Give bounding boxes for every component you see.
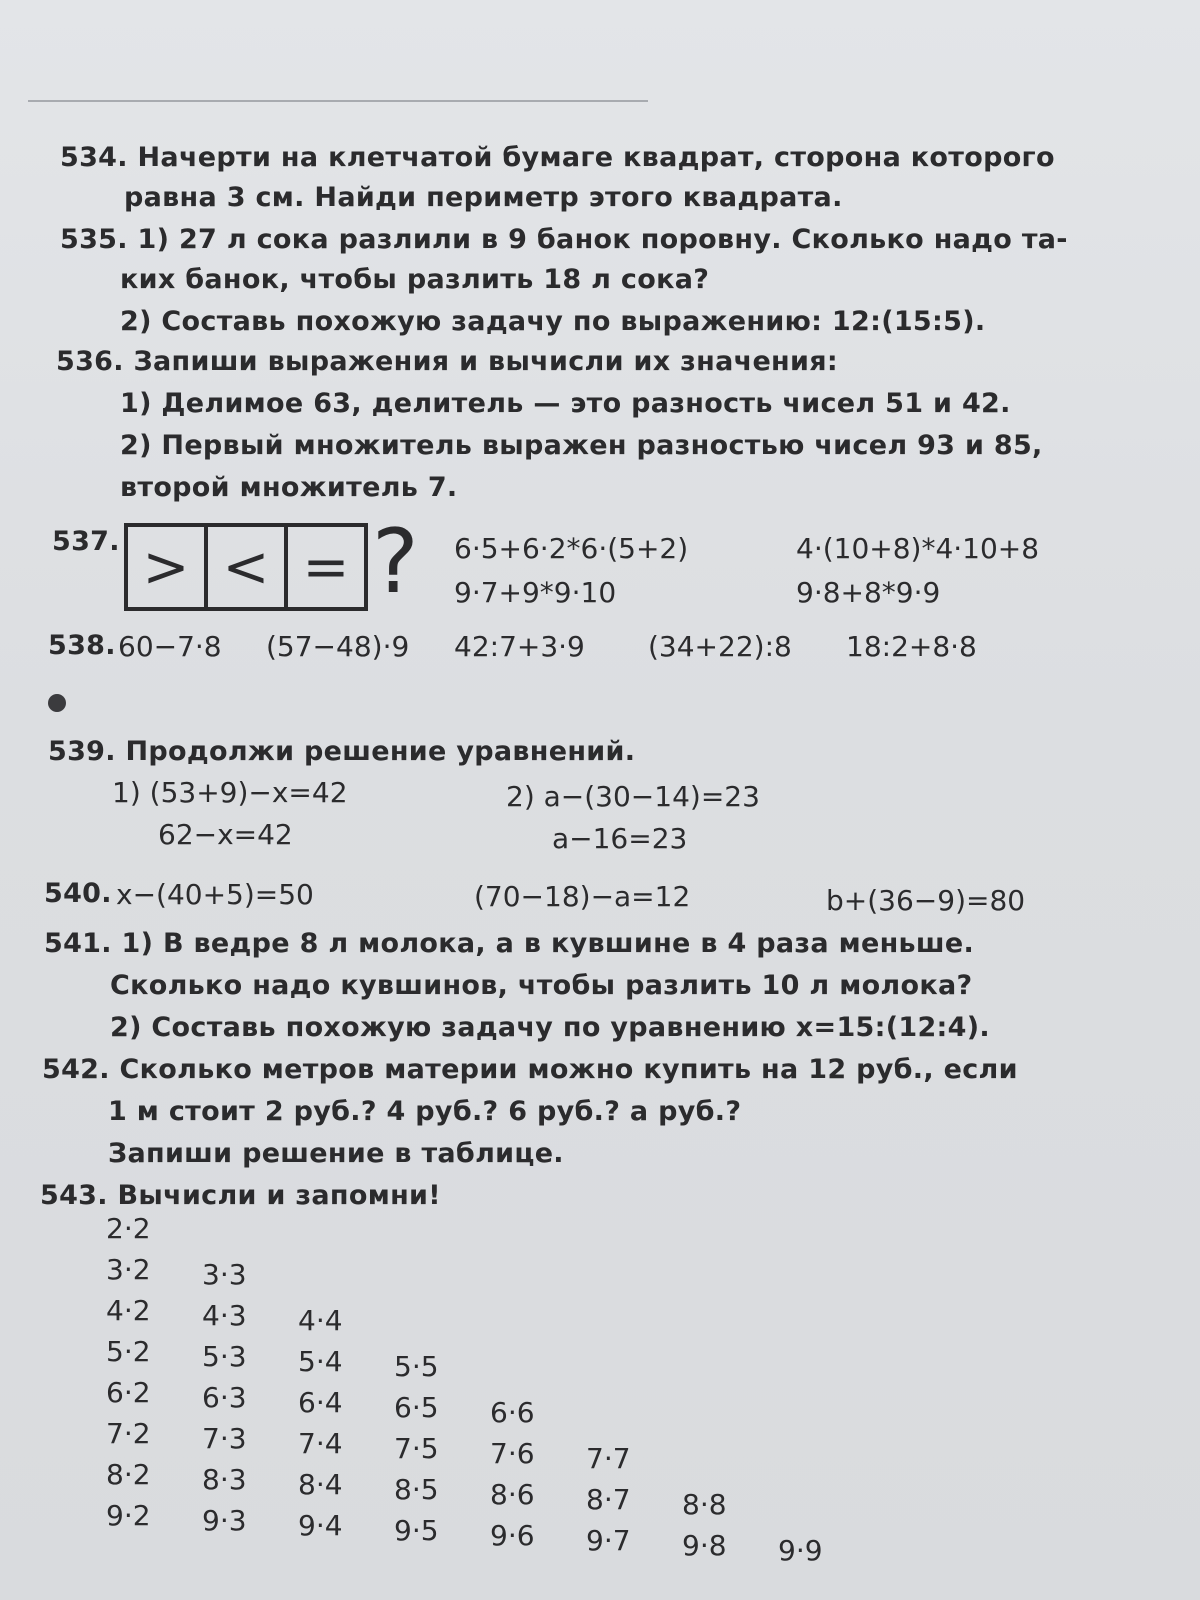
expression: 6·5+6·2*6·(5+2) — [454, 532, 689, 565]
table-cell: 9·5 — [394, 1514, 439, 1547]
table-cell: 8·5 — [394, 1473, 439, 1506]
table-cell: 9·7 — [586, 1524, 631, 1557]
table-cell: 9·9 — [778, 1534, 823, 1567]
table-cell: 7·6 — [490, 1437, 535, 1470]
table-cell: 6·2 — [106, 1376, 151, 1409]
table-cell: 7·5 — [394, 1432, 439, 1465]
problem-540-number: 540. — [44, 878, 112, 909]
table-cell: 5·4 — [298, 1345, 343, 1378]
table-cell: 5·2 — [106, 1335, 151, 1368]
expression: 9·8+8*9·9 — [796, 576, 941, 609]
table-cell: 2·2 — [106, 1212, 151, 1245]
table-cell: 4·3 — [202, 1299, 247, 1332]
problem-542 — [42, 1050, 1018, 1090]
problem-541 — [44, 924, 974, 964]
table-cell: 8·8 — [682, 1488, 727, 1521]
problem-number: 534. — [60, 142, 128, 173]
equation: 2) a−(30−14)=23 — [506, 780, 760, 813]
table-cell: 9·3 — [202, 1504, 247, 1537]
problem-536-line2: 1) Делимое 63, делитель — это разность чисел 51 и 42. — [120, 388, 1011, 419]
problem-text-line: 1) В ведре 8 л молока, а в кувшине в 4 раза меньше. — [121, 928, 975, 959]
expression: (57−48)·9 — [266, 630, 410, 663]
problem-number: 535. — [60, 224, 128, 255]
table-cell: 7·3 — [202, 1422, 247, 1455]
table-cell: 7·4 — [298, 1427, 343, 1460]
table-cell: 9·4 — [298, 1509, 343, 1542]
expression: 42:7+3·9 — [454, 630, 585, 663]
greater-than-sign: > — [128, 527, 208, 607]
problem-534-line2: равна 3 см. Найди периметр этого квадрата. — [124, 182, 843, 213]
table-cell: 6·3 — [202, 1381, 247, 1414]
table-cell: 3·2 — [106, 1253, 151, 1286]
equals-sign: = — [302, 534, 350, 600]
equation: x−(40+5)=50 — [116, 878, 314, 911]
problem-text-line: Запиши выражения и вычисли их значения: — [133, 346, 838, 377]
problem-text-line: Начерти на клетчатой бумаге квадрат, сторона которого — [137, 142, 1055, 173]
problem-text-line: Сколько метров материи можно купить на 12 руб., если — [119, 1054, 1018, 1085]
problem-543 — [40, 1176, 441, 1216]
problem-537-number: 537. — [52, 526, 120, 557]
table-cell: 8·2 — [106, 1458, 151, 1491]
table-cell: 9·2 — [106, 1499, 151, 1532]
problem-541-line3: 2) Составь похожую задачу по уравнению x=15:(12:4). — [110, 1012, 990, 1043]
equation: 1) (53+9)−x=42 — [112, 776, 348, 809]
table-cell: 9·6 — [490, 1519, 535, 1552]
table-cell: 6·4 — [298, 1386, 343, 1419]
problem-number: 541. — [44, 928, 112, 959]
comparison-signs-box — [124, 523, 368, 611]
problem-539 — [48, 732, 635, 772]
problem-534 — [60, 138, 1055, 178]
problem-541-line2: Сколько надо кувшинов, чтобы разлить 10 л молока? — [110, 970, 973, 1001]
problem-536-line4: второй множитель 7. — [120, 472, 458, 503]
equation: b+(36−9)=80 — [826, 884, 1026, 917]
equation: 62−x=42 — [158, 818, 293, 851]
table-cell: 5·5 — [394, 1350, 439, 1383]
section-bullet-icon — [48, 694, 66, 712]
table-cell: 8·3 — [202, 1463, 247, 1496]
table-cell: 8·6 — [490, 1478, 535, 1511]
equation: (70−18)−a=12 — [474, 880, 691, 913]
table-cell: 8·4 — [298, 1468, 343, 1501]
problem-535-line2: ких банок, чтобы разлить 18 л сока? — [120, 264, 710, 295]
problem-538-number: 538. — [48, 630, 116, 661]
problem-542-line2: 1 м стоит 2 руб.? 4 руб.? 6 руб.? a руб.? — [108, 1096, 742, 1127]
problem-number: 536. — [56, 346, 124, 377]
table-cell: 4·4 — [298, 1304, 343, 1337]
expression: 18:2+8·8 — [846, 630, 977, 663]
problem-536 — [56, 342, 838, 382]
expression: (34+22):8 — [648, 630, 792, 663]
less-than-sign: < — [208, 527, 288, 607]
problem-535-line3: 2) Составь похожую задачу по выражению: 12:(15:5). — [120, 306, 986, 337]
expression: 9·7+9*9·10 — [454, 576, 617, 609]
problem-text-line: Вычисли и запомни! — [117, 1180, 441, 1211]
problem-number: 543. — [40, 1180, 108, 1211]
table-cell: 4·2 — [106, 1294, 151, 1327]
problem-number: 542. — [42, 1054, 110, 1085]
problem-number: 539. — [48, 736, 116, 767]
table-cell: 6·5 — [394, 1391, 439, 1424]
expression: 4·(10+8)*4·10+8 — [796, 532, 1040, 565]
equation: a−16=23 — [552, 822, 688, 855]
table-cell: 7·7 — [586, 1442, 631, 1475]
question-mark: ? — [372, 510, 419, 613]
problem-text-line: 1) 27 л сока разлили в 9 банок поровну. Сколько надо та- — [137, 224, 1068, 255]
table-cell: 3·3 — [202, 1258, 247, 1291]
table-cell: 6·6 — [490, 1396, 535, 1429]
table-cell: 7·2 — [106, 1417, 151, 1450]
top-divider — [28, 100, 648, 102]
table-cell: 9·8 — [682, 1529, 727, 1562]
table-cell: 8·7 — [586, 1483, 631, 1516]
problem-542-line3: Запиши решение в таблице. — [108, 1138, 564, 1169]
problem-536-line3: 2) Первый множитель выражен разностью чисел 93 и 85, — [120, 430, 1043, 461]
table-cell: 5·3 — [202, 1340, 247, 1373]
problem-535 — [60, 220, 1068, 260]
problem-text-line: Продолжи решение уравнений. — [125, 736, 636, 767]
expression: 60−7·8 — [118, 630, 222, 663]
